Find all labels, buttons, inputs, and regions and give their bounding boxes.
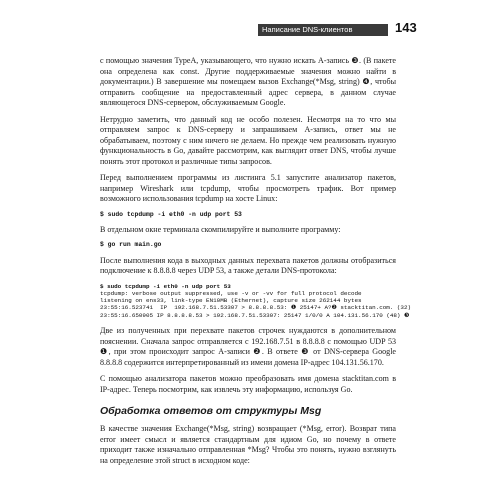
- code-go-run-command: $ go run main.go: [100, 241, 162, 249]
- code-tcpdump-command: $ sudo tcpdump -i eth0 -n udp port 53: [100, 210, 242, 218]
- section-heading: Обработка ответов от структуры Msg: [100, 405, 322, 418]
- paragraph-1: с помощью значения TypeA, указывающего, что нужно искать А-запись ❸. (В пакете она определена как const. Другие поддерживаемые значения можно найти в документации.) В завершение мы помещаем вызов Exchange(*Msg, string) ❹, чтобы отправить сообщение на предоставленный адрес сервера, в данном случае являющегося DNS-сервером, обслуживаемым Google.: [100, 56, 396, 107]
- paragraph-3: Перед выполнением программы из листинга 5.1 запустите анализатор пакетов, например Wireshark или tcpdump, чтобы просмотреть трафик. Вот пример возможного использования tcpdump на хосте Linux:: [100, 173, 396, 203]
- code-capture-output: [100, 282, 412, 319]
- capture-command-line: $ sudo tcpdump -i eth0 -n udp port 53: [100, 282, 231, 290]
- paragraph-2: Нетрудно заметить, что данный код не особо полезен. Несмотря на то что мы отправляем запрос к DNS-серверу и запрашиваем А-запись, ответ мы не обрабатываем, поэтому с ним ничего не делаем. Но прежде чем реализовать нужную функциональность в Go, давайте рассмотрим, как выглядит ответ DNS, чтобы лучше понять этот протокол и различные типы запросов.: [100, 114, 396, 166]
- paragraph-4: В отдельном окне терминала скомпилируйте и выполните программу:: [100, 224, 341, 234]
- capture-line-2: listening on ens33, link-type EN10MB (Ethernet), capture size 262144 bytes: [100, 297, 362, 305]
- running-header-title: Написание DNS-клиентов: [262, 25, 353, 34]
- paragraph-5: После выполнения кода в выходных данных перехвата пакетов должны отобразиться подключение к 8.8.8.8 через UDP 53, а также детали DNS-протокола:: [100, 255, 396, 276]
- page-body: [100, 56, 412, 472]
- capture-line-4: 23:55:16.650905 IP 8.8.8.8.53 > 192.168.7.51.53307: 25147 1/0/0 A 104.131.56.170 (48) ❸: [100, 311, 410, 319]
- page-number: 143: [395, 20, 417, 35]
- capture-line-3: 23:55:16.523741 IP 192.168.7.51.53307 > 8.8.8.8.53: ❶ 25147+ A?❷ stacktitan.com. (32): [100, 304, 412, 312]
- paragraph-6: Две из полученных при перехвате пакетов строчек нуждаются в дополнительном пояснении. Сначала запрос отправляется с 192.168.7.51 в 8.8.8.8 с помощью UDP 53 ❶, при этом происходит запрос А-записи ❷. В ответе ❸ от DNS-сервера Google 8.8.8.8 содержится интерпретированный из имени домена IP-адрес 104.131.56.170.: [100, 326, 396, 367]
- capture-line-1: tcpdump: verbose output suppressed, use -v or -vv for full protocol decode: [100, 289, 362, 297]
- paragraph-8: В качестве значения Exchange(*Msg, string) возвращает (*Msg, error). Возврат типа error имеет смысл и является стандартным для идиом Go, но почему в ответе приходит также изначально отправленная *Msg? Чтобы это понять, нужно взглянуть на определение этой struct в исходном коде:: [100, 424, 396, 465]
- paragraph-7: С помощью анализатора пакетов можно преобразовать имя домена stacktitan.com в IP-адрес. Теперь посмотрим, как извлечь эту информацию, используя Go.: [100, 374, 396, 394]
